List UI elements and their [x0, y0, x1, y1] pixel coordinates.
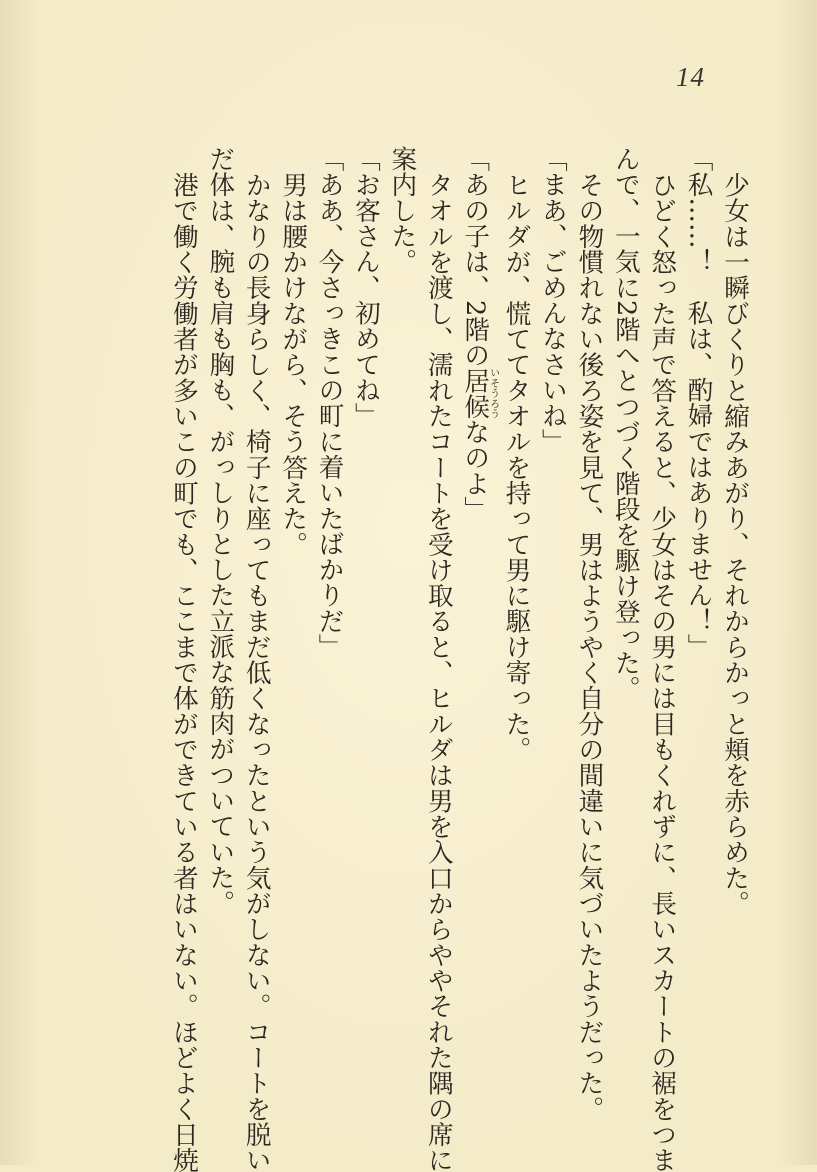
text-line-11: 「お客さん、初めてね」: [350, 146, 381, 429]
text-line-3: ひどく怒った声で答えると、少女はその男には目もくれずに、長いスカートの裾をつま: [647, 171, 678, 1172]
text-line-14: かなりの長身らしく、椅子に座ってもまだ低くなったという気がしない。コートを脱い: [241, 171, 272, 1172]
body-text: [33, 146, 753, 1172]
text-line-12: 「ああ、今さっきこの町に着いたばかりだ」: [314, 146, 345, 660]
text-line-6: 「まあ、ごめんなさいね」: [537, 146, 568, 454]
text-line-5: その物慣れない後ろ姿を見て、男はようやく自分の間違いに気づいたようだった。: [574, 171, 605, 1122]
text-line-15: だ体は、腕も肩も胸も、がっしりとした立派な筋肉がついていた。: [205, 146, 236, 916]
text-line-2: 「私……！ 私は、酌婦ではありません！」: [683, 146, 714, 660]
text-line-8-after: なのよ」: [460, 418, 491, 522]
text-line-8-before: 「あの子は、2階の: [460, 146, 491, 368]
text-line-4: んで、一気に2階へとつづく階段を駆け登った。: [610, 146, 641, 702]
text-line-8: [457, 146, 498, 1106]
page-number: 14: [676, 62, 705, 92]
text-line-10: 案内した。: [387, 146, 418, 275]
ruby-reading: いそうろう: [487, 367, 499, 419]
text-line-7: ヒルダが、慌ててタオルを持って男に駆け寄った。: [501, 171, 532, 762]
text-line-1: 少女は一瞬びくりと縮みあがり、それからかっと頬を赤らめた。: [720, 171, 750, 916]
text-line-9: タオルを渡し、濡れたコートを受け取ると、ヒルダは男を入口からややそれた隅の席に: [423, 171, 454, 1172]
text-line-16: 港で働く労働者が多いこの町でも、ここまで体ができている者はいない。ほどよく日焼: [168, 171, 199, 1172]
ruby-base: 居候: [460, 367, 491, 419]
ruby-iso-ro: [460, 367, 499, 419]
text-line-13: 男は腰かけながら、そう答えた。: [278, 171, 309, 557]
